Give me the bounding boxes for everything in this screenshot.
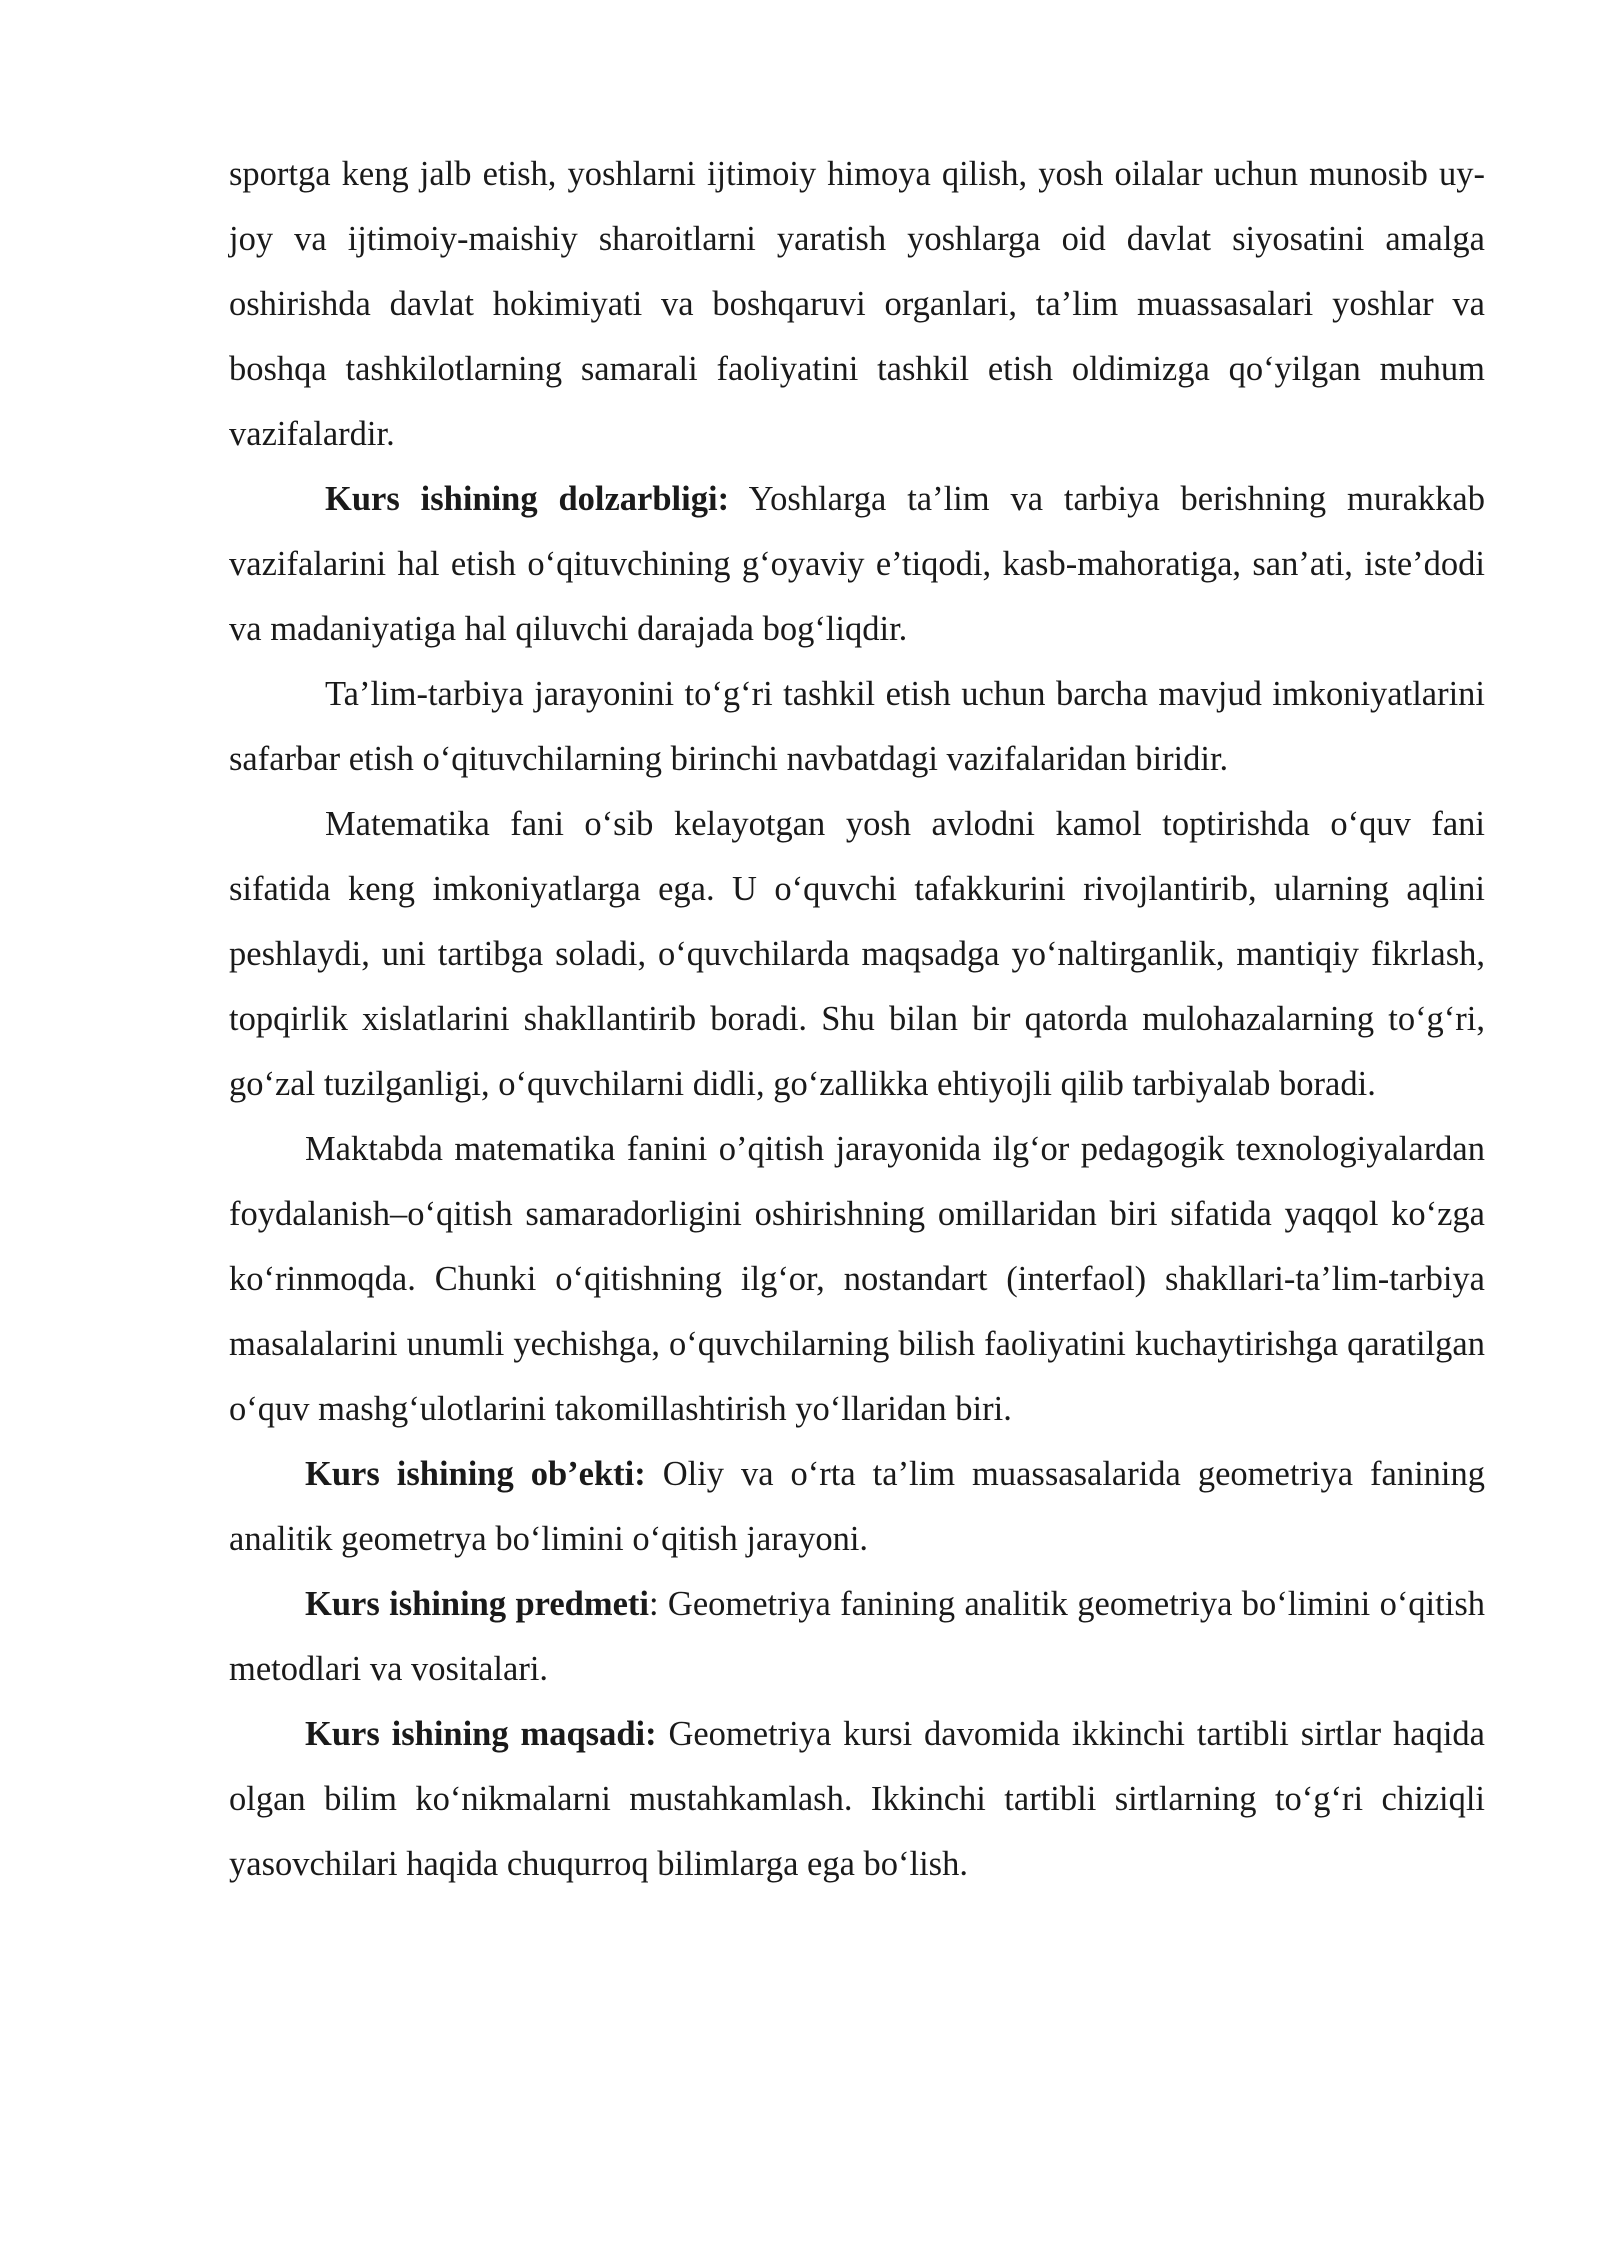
paragraph-object [229,1442,1485,1572]
paragraph-body: sportga keng jalb etish, yoshlarni ijtimoiy himoya qilish, yosh oilalar uchun munosib uy-joy va ijtimoiy-maishiy sharoitlarni yaratish yoshlarga oid davlat siyosatini amalga oshirishda davlat hokimiyati va boshqaruvi organlari, ta’lim muassasalari yoshlar va boshqa tashkilotlarning samarali faoliyatini tashkil etish oldimizga qo‘yilgan muhum vazifalardir. [229,155,1485,453]
paragraph-subject [229,1572,1485,1702]
paragraph-lead-subject: Kurs ishining predmeti [305,1585,649,1623]
paragraph-body: Geometriya kursi davomida ikkinchi tartibli sirtlar haqida olgan bilim ko‘nikmalarni mustahkamlash. Ikkinchi tartibli sirtlarning to‘g‘ri chiziqli yasovchilari haqida chuqurroq bilimlarga ega bo‘lish. [229,1715,1485,1883]
paragraph-lead-goal: Kurs ishining maqsadi: [305,1715,657,1753]
paragraph-lead-object: Kurs ishining ob’ekti: [305,1455,646,1493]
paragraph-body: Yoshlarga ta’lim va tarbiya berishning murakkab vazifalarini hal etish o‘qituvchining g‘oyaviy e’tiqodi, kasb-mahoratiga, san’ati, iste’dodi va madaniyatiga hal qiluvchi darajada bog‘liqdir. [229,480,1485,648]
paragraph-body: : Geometriya fanining analitik geometriya bo‘limini o‘qitish metodlari va vositalari. [229,1585,1485,1688]
text-column [229,142,1485,1897]
paragraph-youth-policy [229,142,1485,467]
paragraph-education-process [229,662,1485,792]
paragraph-body: Ta’lim-tarbiya jarayonini to‘g‘ri tashkil etish uchun barcha mavjud imkoniyatlarini safarbar etish o‘qituvchilarning birinchi navbatdagi vazifalaridan biridir. [229,675,1485,778]
paragraph-lead-relevance: Kurs ishining dolzarbligi: [325,480,730,518]
paragraph-body: Matematika fani o‘sib kelayotgan yosh avlodni kamol toptirishda o‘quv fani sifatida keng imkoniyatlarga ega. U o‘quvchi tafakkurini rivojlantirib, ularning aqlini peshlaydi, uni tartibga soladi, o‘quvchilarda maqsadga yo‘naltirganlik, mantiqiy fikrlash, topqirlik xislatlarini shakllantirib boradi. Shu bilan bir qatorda mulohazalarning to‘g‘ri, go‘zal tuzilganligi, o‘quvchilarni didli, go‘zallikka ehtiyojli qilib tarbiyalab boradi. [229,805,1485,1103]
paragraph-body: Maktabda matematika fanini o’qitish jarayonida ilg‘or pedagogik texnologiyalardan foydalanish–o‘qitish samaradorligini oshirishning omillaridan biri sifatida yaqqol ko‘zga ko‘rinmoqda. Chunki o‘qitishning ilg‘or, nostandart (interfaol) shakllari-ta’lim-tarbiya masalalarini unumli yechishga, o‘quvchilarning bilish faoliyatini kuchaytirishga qaratilgan o‘quv mashg‘ulotlarini takomillashtirish yo‘llaridan biri. [229,1130,1485,1428]
paragraph-school-technology [229,1117,1485,1442]
paragraph-relevance [229,467,1485,662]
paragraph-goal [229,1702,1485,1897]
paragraph-mathematics [229,792,1485,1117]
paragraph-body: Oliy va o‘rta ta’lim muassasalarida geometriya fanining analitik geometrya bo‘limini o‘qitish jarayoni. [229,1455,1485,1558]
